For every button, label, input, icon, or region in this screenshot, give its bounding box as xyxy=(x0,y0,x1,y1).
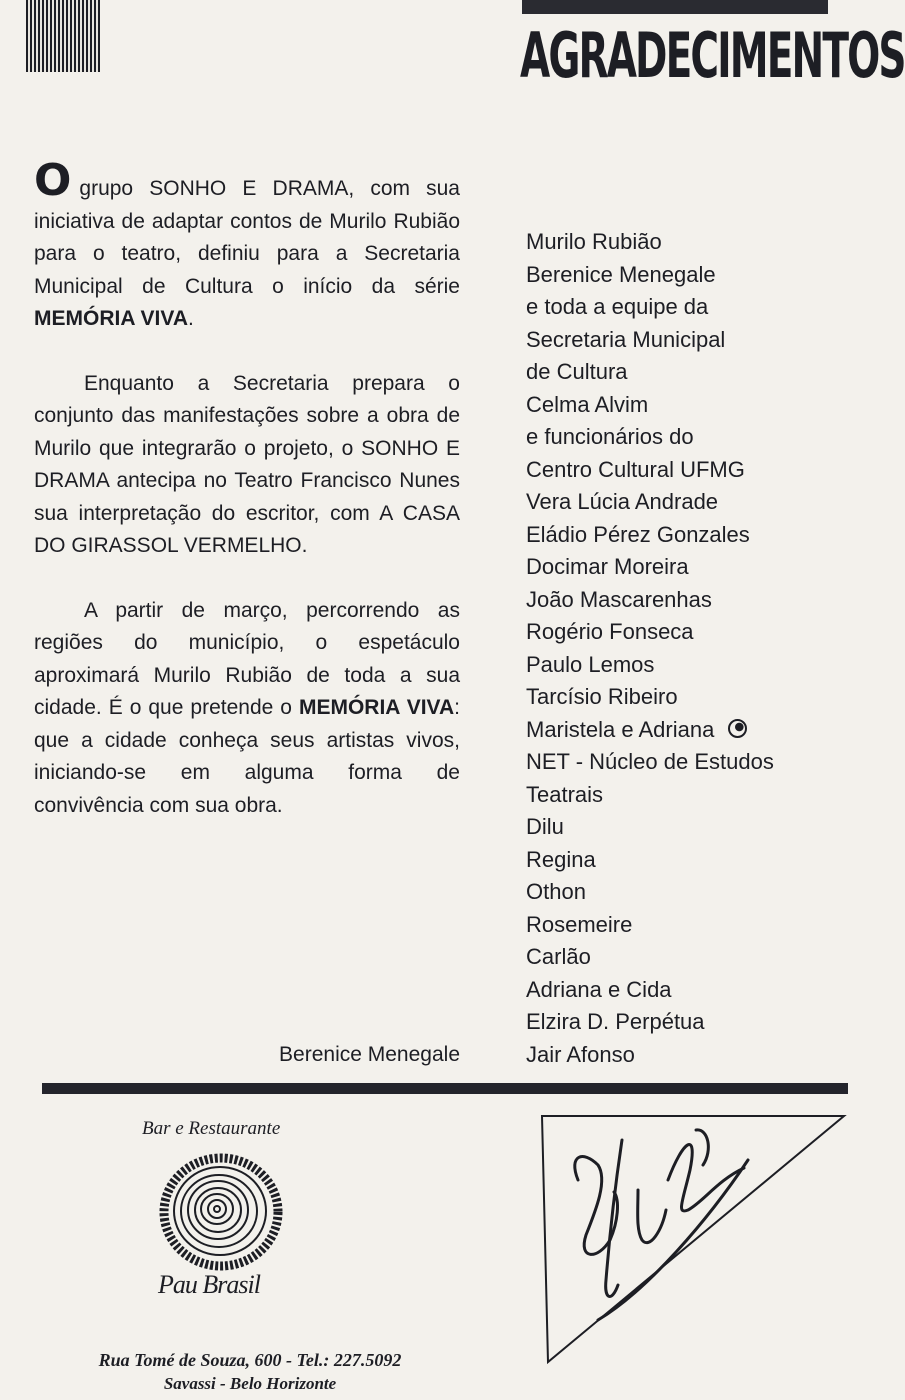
acknowledgements-list xyxy=(526,226,826,1071)
list-item: Carlão xyxy=(526,944,591,969)
barcode-graphic xyxy=(26,0,100,72)
list-item: Celma Alvim xyxy=(526,391,649,417)
paragraph-1-text: grupo SONHO E DRAMA, com sua iniciativa de adaptar contos de Murilo Rubião para o teatro, definiu para a Secretaria Municipal de Cultura o início da série xyxy=(34,177,460,298)
list-item: Murilo Rubião xyxy=(526,229,662,254)
list-item: Dilu xyxy=(526,814,564,839)
list-item: Rosemeire xyxy=(526,911,633,937)
intro-paragraph-1 xyxy=(34,155,460,336)
author-signature: Berenice Menegale xyxy=(279,1043,460,1066)
autograph-signature xyxy=(538,1110,850,1370)
intro-text xyxy=(34,155,460,822)
list-item: NET - Núcleo de Estudos xyxy=(526,749,774,774)
list-item: Teatrais xyxy=(526,781,604,807)
list-item: Adriana e Cida xyxy=(526,976,672,1002)
list-item: Elzira D. Perpétua xyxy=(526,1009,705,1034)
list-item: Secretaria Municipal xyxy=(526,326,726,352)
tree-rings-logo xyxy=(158,1154,284,1272)
series-name: MEMÓRIA VIVA xyxy=(34,307,189,330)
list-item-label: Maristela e Adriana xyxy=(526,716,715,742)
list-item: Vera Lúcia Andrade xyxy=(526,489,719,514)
logo-wordmark: Pau Brasil xyxy=(158,1270,260,1299)
list-item: Jair Afonso xyxy=(526,1041,635,1067)
page-title: AGRADECIMENTOS xyxy=(520,19,905,92)
paragraph-3-text-a: A partir de março, percorrendo as regiões do município, o espetáculo aproximará Murilo Rubião de toda a sua cidade. É o que pretende o xyxy=(34,598,460,719)
list-item: Othon xyxy=(526,879,586,904)
paragraph-3-text-b: : que a cidade conheça seus artistas vivos, iniciando-se em alguma forma de convivência com sua obra. xyxy=(34,696,460,817)
list-item: Rogério Fonseca xyxy=(526,619,694,644)
list-item: Berenice Menegale xyxy=(526,261,716,287)
intro-paragraph-3 xyxy=(34,595,460,823)
list-item: João Mascarenhas xyxy=(526,586,712,612)
list-item: de Cultura xyxy=(526,359,628,384)
intro-paragraph-2 xyxy=(34,368,460,563)
ad-subtitle: Bar e Restaurante xyxy=(142,1118,281,1139)
list-item: Regina xyxy=(526,846,596,872)
ad-city: Savassi - Belo Horizonte xyxy=(163,1374,337,1393)
paragraph-1-end: . xyxy=(188,307,194,330)
paragraph-2-text: Enquanto a Secretaria prepara o conjunto das manifestações sobre a obra de Murilo que integrarão o projeto, o SONHO E DRAMA antecipa no Teatro Francisco Nunes sua interpretação do escritor, com A CASA DO GIRASSOL VERMELHO. xyxy=(34,371,460,557)
restaurant-ad xyxy=(30,1110,490,1400)
series-name-2: MEMÓRIA VIVA xyxy=(298,696,455,719)
section-divider xyxy=(42,1083,848,1094)
list-item-with-icon xyxy=(526,714,826,747)
ad-address: Rua Tomé de Souza, 600 - Tel.: 227.5092 xyxy=(98,1350,402,1370)
list-item: Eládio Pérez Gonzales xyxy=(526,521,750,547)
list-item: Tarcísio Ribeiro xyxy=(526,684,678,709)
list-item: Centro Cultural UFMG xyxy=(526,456,745,482)
list-item: Paulo Lemos xyxy=(526,651,655,677)
list-item: e toda a equipe da xyxy=(526,294,709,319)
title-bar xyxy=(522,0,828,14)
drop-cap: O xyxy=(34,155,72,206)
list-item: e funcionários do xyxy=(526,424,694,449)
globe-icon xyxy=(728,719,747,738)
list-item: Docimar Moreira xyxy=(526,554,689,579)
